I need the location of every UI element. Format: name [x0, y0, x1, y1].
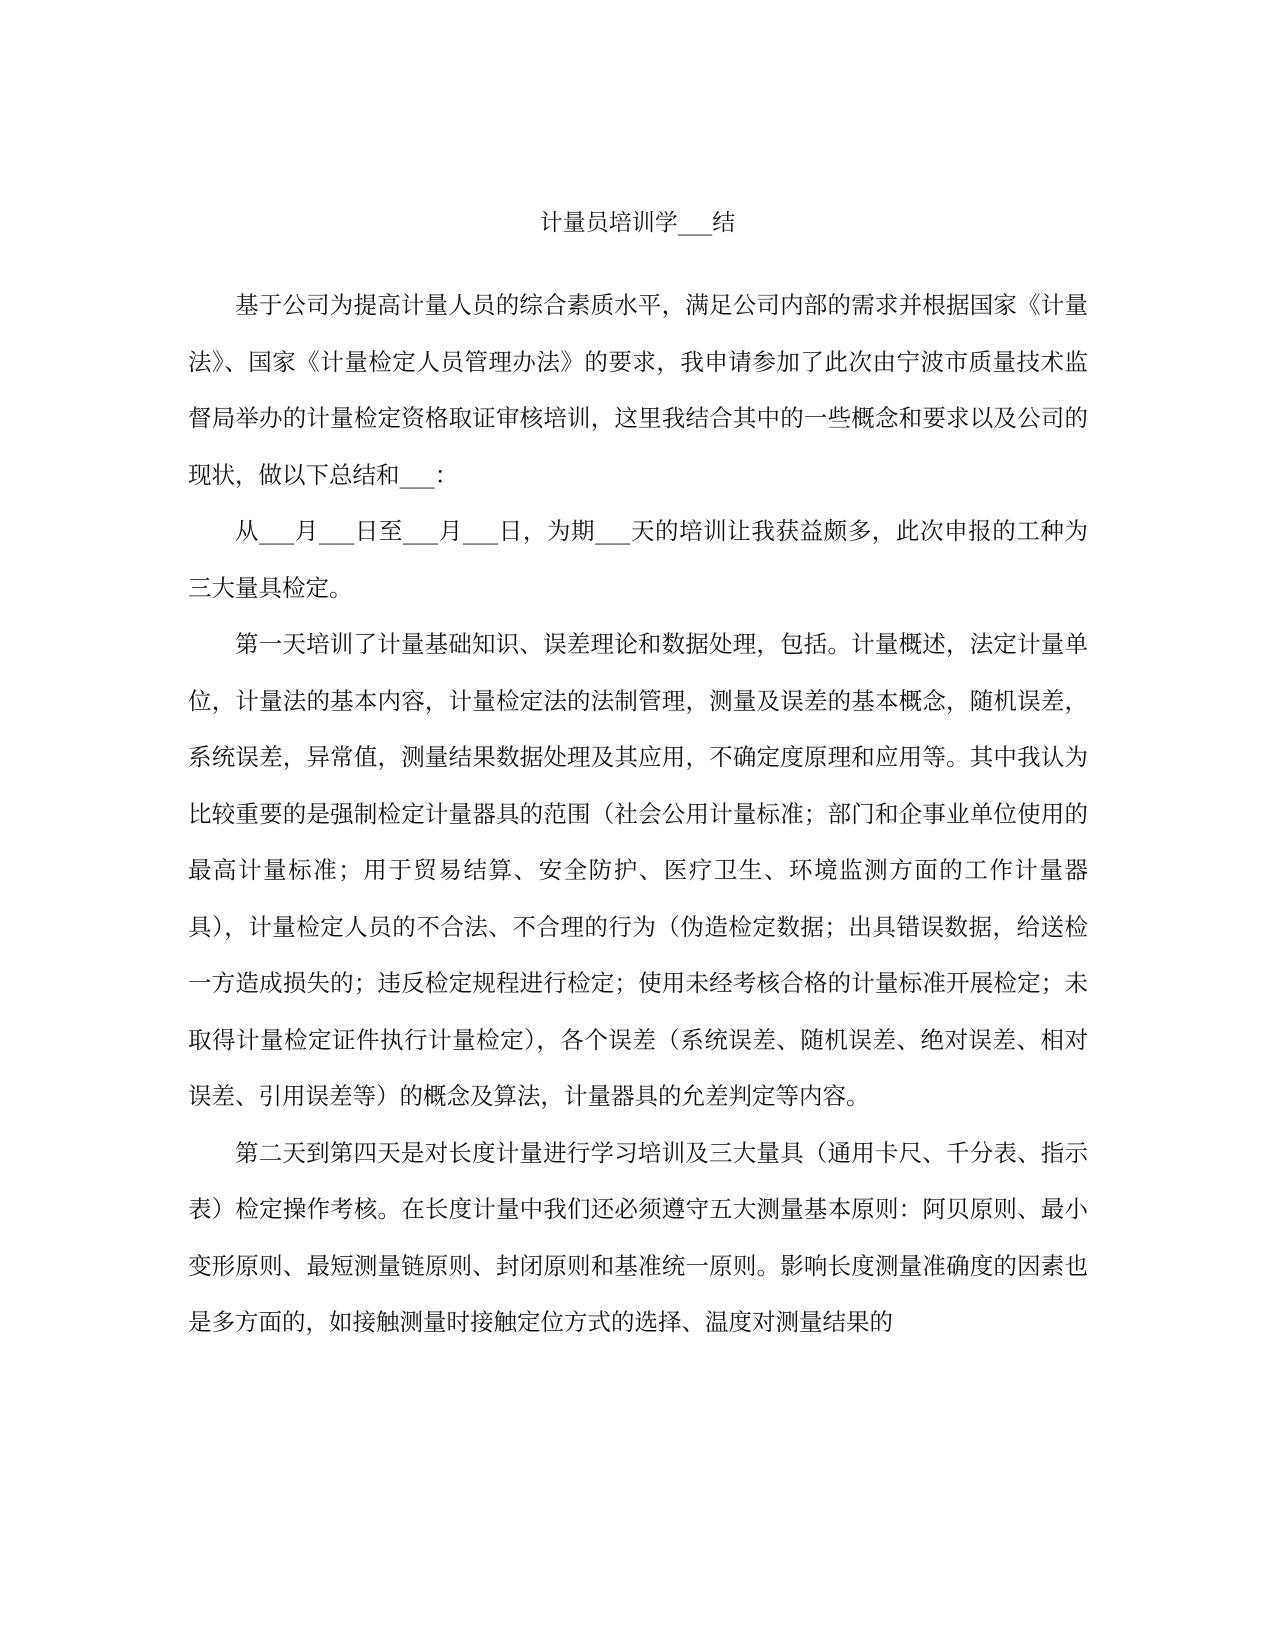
paragraph-intro: 基于公司为提高计量人员的综合素质水平，满足公司内部的需求并根据国家《计量法》、国家《计量检定人员管理办法》的要求，我申请参加了此次由宁波市质量技术监督局举办的计量检定资格取证审核培训，这里我结合其中的一些概念和要求以及公司的现状，做以下总结和___： [188, 291, 1088, 489]
paragraph-day-one: 第一天培训了计量基础知识、误差理论和数据处理，包括。计量概述，法定计量单位，计量法的基本内容，计量检定法的法制管理，测量及误差的基本概念，随机误差，系统误差，异常值，测量结果数据处理及其应用，不确定度原理和应用等。其中我认为比较重要的是强制检定计量器具的范围（社会公用计量标准；部门和企事业单位使用的最高计量标准；用于贸易结算、安全防护、医疗卫生、环境监测方面的工作计量器具），计量检定人员的不合法、不合理的行为（伪造检定数据；出具错误数据，给送检一方造成损失的；违反检定规程进行检定；使用未经考核合格的计量标准开展检定；未取得计量检定证件执行计量检定），各个误差（系统误差、随机误差、绝对误差、相对误差、引用误差等）的概念及算法，计量器具的允差判定等内容。 [188, 630, 1088, 1110]
document-title: 计量员培训学___结 [539, 210, 736, 236]
paragraph-day-two-to-four: 第二天到第四天是对长度计量进行学习培训及三大量具（通用卡尺、千分表、指示表）检定操作考核。在长度计量中我们还必须遵守五大测量基本原则：阿贝原则、最小变形原则、最短测量链原则、封闭原则和基准统一原则。影响长度测量准确度的因素也是多方面的，如接触测量时接触定位方式的选择、温度对测量结果的 [188, 1138, 1088, 1336]
paragraph-schedule: 从___月___日至___月___日，为期___天的培训让我获益颇多，此次申报的工种为三大量具检定。 [188, 517, 1088, 602]
document-body [188, 277, 1088, 1351]
